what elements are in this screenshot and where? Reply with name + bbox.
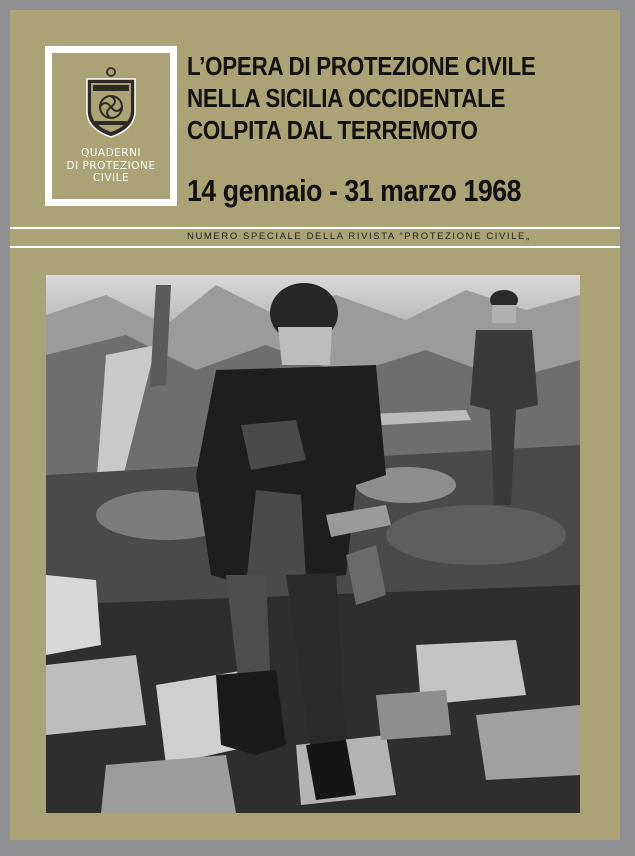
cover-title — [187, 50, 548, 146]
title-line-1: L’OPERA DI PROTEZIONE CIVILE — [187, 51, 536, 81]
title-line-3: COLPITA DAL TERREMOTO — [187, 115, 478, 145]
bottom-divider — [10, 246, 620, 248]
logo-line-1: QUADERNI — [80, 147, 142, 159]
logo-line-2: DI PROTEZIONE — [66, 159, 156, 172]
top-divider — [10, 227, 620, 229]
logo-box — [45, 46, 177, 206]
title-line-2: NELLA SICILIA OCCIDENTALE — [187, 83, 506, 113]
logo-line-3: CIVILE — [92, 172, 130, 184]
cover-photo — [46, 275, 580, 813]
special-issue-subtitle: NUMERO SPECIALE DELLA RIVISTA “PROTEZIONE CIVILE„ — [187, 231, 531, 242]
logo-text — [52, 147, 170, 185]
magazine-cover — [10, 10, 620, 840]
shield-emblem-icon — [83, 65, 139, 139]
date-range: 14 gennaio - 31 marzo 1968 — [187, 173, 522, 208]
rubble-rescue-photo-icon — [46, 275, 580, 813]
